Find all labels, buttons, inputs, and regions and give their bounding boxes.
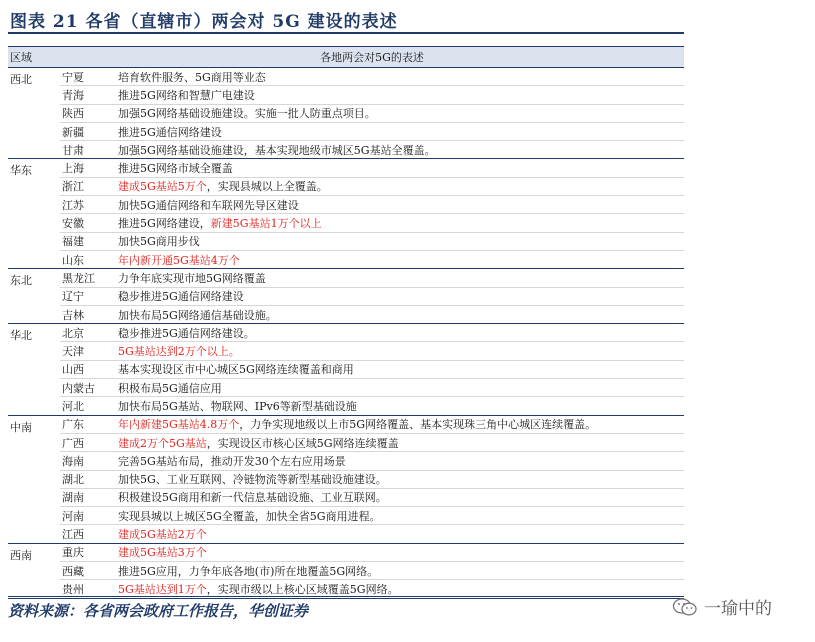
province-name: 浙江: [62, 180, 84, 194]
statement-segment: 积极建设5G商用和新一代信息基础设施、工业互联网。: [118, 491, 387, 505]
province-name: 重庆: [62, 546, 84, 560]
statement-segment: 积极布局5G通信应用: [118, 381, 222, 395]
statement-text: [118, 215, 684, 231]
statement-segment: 培育软件服务、5G商用等业态: [118, 70, 266, 84]
region-label: 西北: [10, 73, 32, 86]
table-row: [60, 233, 684, 251]
province-name: 江西: [62, 528, 84, 542]
province-name: 湖北: [62, 473, 84, 487]
region-label: 华东: [10, 164, 32, 178]
table-row: [60, 452, 684, 470]
table-row: [60, 434, 684, 452]
statement-text: [118, 544, 684, 560]
table-row: [60, 105, 684, 123]
statements-table: [8, 46, 684, 599]
highlighted-target: 建成5G基站3万个: [118, 546, 207, 560]
statement-segment: 加快5G商用步伐: [118, 235, 200, 249]
province-name: 湖南: [62, 491, 84, 505]
statement-text: [118, 563, 684, 579]
statement-segment: 稳步推进5G通信网络建设: [118, 290, 244, 304]
table-row: [60, 562, 684, 580]
province-name: 山西: [62, 363, 84, 377]
province-name: 辽宁: [62, 290, 84, 304]
statement-segment: 力争年底实现市地5G网络覆盖: [118, 271, 266, 285]
highlighted-target: 建成5G基站5万个: [118, 180, 207, 194]
watermark-text: 一瑜中的: [704, 599, 772, 619]
region-group: [8, 68, 684, 159]
statement-text: [118, 398, 684, 414]
province-name: 广东: [62, 418, 84, 432]
table-row: [60, 525, 684, 542]
statement-text: [118, 435, 684, 451]
statement-segment: 推进5G网络建设，: [118, 217, 211, 231]
statement-text: [118, 526, 684, 542]
table-row: [60, 288, 684, 306]
statement-text: [118, 69, 684, 85]
table-row: [60, 269, 684, 287]
province-name: 福建: [62, 235, 84, 249]
table-row: [60, 68, 684, 86]
table-header: [8, 47, 684, 68]
table-row: [60, 214, 684, 232]
province-name: 广西: [62, 436, 84, 450]
statement-text: [118, 453, 684, 469]
table-row: [60, 361, 684, 379]
table-row: [60, 507, 684, 525]
statement-text: [118, 508, 684, 524]
statement-text: [118, 361, 684, 377]
statement-segment: 推进5G通信网络建设: [118, 125, 222, 139]
table-row: [60, 397, 684, 414]
province-name: 内蒙古: [62, 381, 95, 395]
province-name: 甘肃: [62, 143, 84, 157]
region-label: 华北: [10, 329, 32, 343]
table-row: [60, 379, 684, 397]
province-name: 陕西: [62, 107, 84, 121]
province-name: 黑龙江: [62, 271, 95, 285]
table-row: [60, 123, 684, 141]
province-name: 青海: [62, 88, 84, 102]
statement-text: [118, 416, 684, 432]
title-bar: [8, 4, 684, 34]
table-row: [60, 544, 684, 562]
highlighted-target: 5G基站达到1万个: [118, 582, 207, 596]
statement-segment: 加强5G网络基础设施建设。实施一批人防重点项目。: [118, 107, 376, 121]
statement-text: [118, 105, 684, 121]
statement-segment: ，实现县城以上全覆盖。: [206, 180, 328, 194]
statement-text: [118, 87, 684, 103]
table-row: [60, 489, 684, 507]
table-row: [60, 342, 684, 360]
watermark: [672, 594, 772, 619]
statement-text: [118, 197, 684, 213]
region-group: [8, 544, 684, 598]
table-row: [60, 306, 684, 323]
region-group: [8, 324, 684, 415]
province-name: 天津: [62, 345, 84, 359]
statement-segment: 加快布局5G网络通信基础设施。: [118, 308, 277, 322]
statement-segment: 加快布局5G基站、物联网、IPv6等新型基础设施: [118, 399, 357, 413]
highlighted-target: 年内新开通5G基站4万个: [118, 253, 240, 267]
statement-text: [118, 252, 684, 268]
highlighted-target: 建成2万个5G基站: [118, 436, 207, 450]
province-name: 山东: [62, 253, 84, 267]
province-name: 北京: [62, 326, 84, 340]
highlighted-target: 新建5G基站1万个以上: [210, 217, 322, 231]
statement-segment: ，力争实现地级以上市5G网络覆盖、基本实现珠三角中心城区连续覆盖。: [239, 418, 597, 432]
table-row: [60, 178, 684, 196]
province-name: 吉林: [62, 308, 84, 322]
figure-title: 图表 21 各省（直辖市）两会对 5G 建设的表述: [10, 12, 398, 32]
statement-text: [118, 581, 684, 597]
statement-segment: ，实现设区市核心区域5G网络连续覆盖: [206, 436, 399, 450]
statement-segment: 完善5G基站布局，推动开发30个左右应用场景: [118, 454, 346, 468]
statement-text: [118, 178, 684, 194]
province-name: 安徽: [62, 217, 84, 231]
province-name: 上海: [62, 162, 84, 176]
province-name: 江苏: [62, 198, 84, 212]
province-name: 宁夏: [62, 70, 84, 84]
table-row: [60, 580, 684, 597]
statement-segment: 推进5G网络和智慧广电建设: [118, 88, 255, 102]
province-name: 贵州: [62, 582, 84, 596]
statement-segment: 加强5G网络基础设施建设，基本实现地级市城区5G基站全覆盖。: [118, 143, 436, 157]
table-body: [8, 68, 684, 598]
wechat-icon: [672, 597, 698, 617]
region-label: 中南: [10, 420, 32, 434]
statement-segment: 加快5G、工业互联网、冷链物流等新型基础设施建设。: [118, 473, 387, 487]
statement-text: [118, 471, 684, 487]
table-row: [60, 416, 684, 434]
region-label: 西南: [10, 548, 32, 562]
province-name: 新疆: [62, 125, 84, 139]
statement-segment: 推进5G应用，力争年底各地(市)所在地覆盖5G网络。: [118, 564, 379, 578]
statement-text: [118, 288, 684, 304]
statement-text: [118, 489, 684, 505]
table-row: [60, 141, 684, 158]
statement-text: [118, 124, 684, 140]
table-row: [60, 251, 684, 268]
statement-text: [118, 142, 684, 158]
statement-segment: 稳步推进5G通信网络建设。: [118, 326, 255, 340]
statement-text: [118, 270, 684, 286]
source-divider: [8, 596, 684, 597]
statement-text: [118, 343, 684, 359]
table-row: [60, 324, 684, 342]
table-row: [60, 86, 684, 104]
statement-segment: ，实现市级以上核心区域覆盖5G网络。: [206, 582, 399, 596]
header-region: 区域: [10, 51, 32, 64]
source-note: 资料来源：各省两会政府工作报告，华创证券: [8, 602, 309, 620]
header-description: 各地两会对5G的表述: [320, 51, 424, 64]
statement-text: [118, 307, 684, 323]
highlighted-target: 5G基站达到2万个以上。: [118, 345, 240, 359]
statement-segment: 基本实现设区市中心城区5G网络连续覆盖和商用: [118, 363, 354, 377]
highlighted-target: 年内新建5G基站4.8万个: [118, 418, 240, 432]
province-name: 海南: [62, 454, 84, 468]
statement-segment: 推进5G网络市域全覆盖: [118, 162, 233, 176]
table-row: [60, 159, 684, 177]
table-row: [60, 196, 684, 214]
region-group: [8, 416, 684, 544]
table-row: [60, 471, 684, 489]
province-name: 河南: [62, 509, 84, 523]
statement-text: [118, 325, 684, 341]
region-label: 东北: [10, 274, 32, 288]
region-group: [8, 269, 684, 324]
region-group: [8, 159, 684, 269]
statement-text: [118, 380, 684, 396]
statement-text: [118, 233, 684, 249]
province-name: 河北: [62, 399, 84, 413]
highlighted-target: 建成5G基站2万个: [118, 528, 207, 542]
statement-segment: 加快5G通信网络和车联网先导区建设: [118, 198, 299, 212]
province-name: 西藏: [62, 564, 84, 578]
statement-segment: 实现县城以上城区5G全覆盖，加快全省5G商用进程。: [118, 509, 381, 523]
statement-text: [118, 160, 684, 176]
